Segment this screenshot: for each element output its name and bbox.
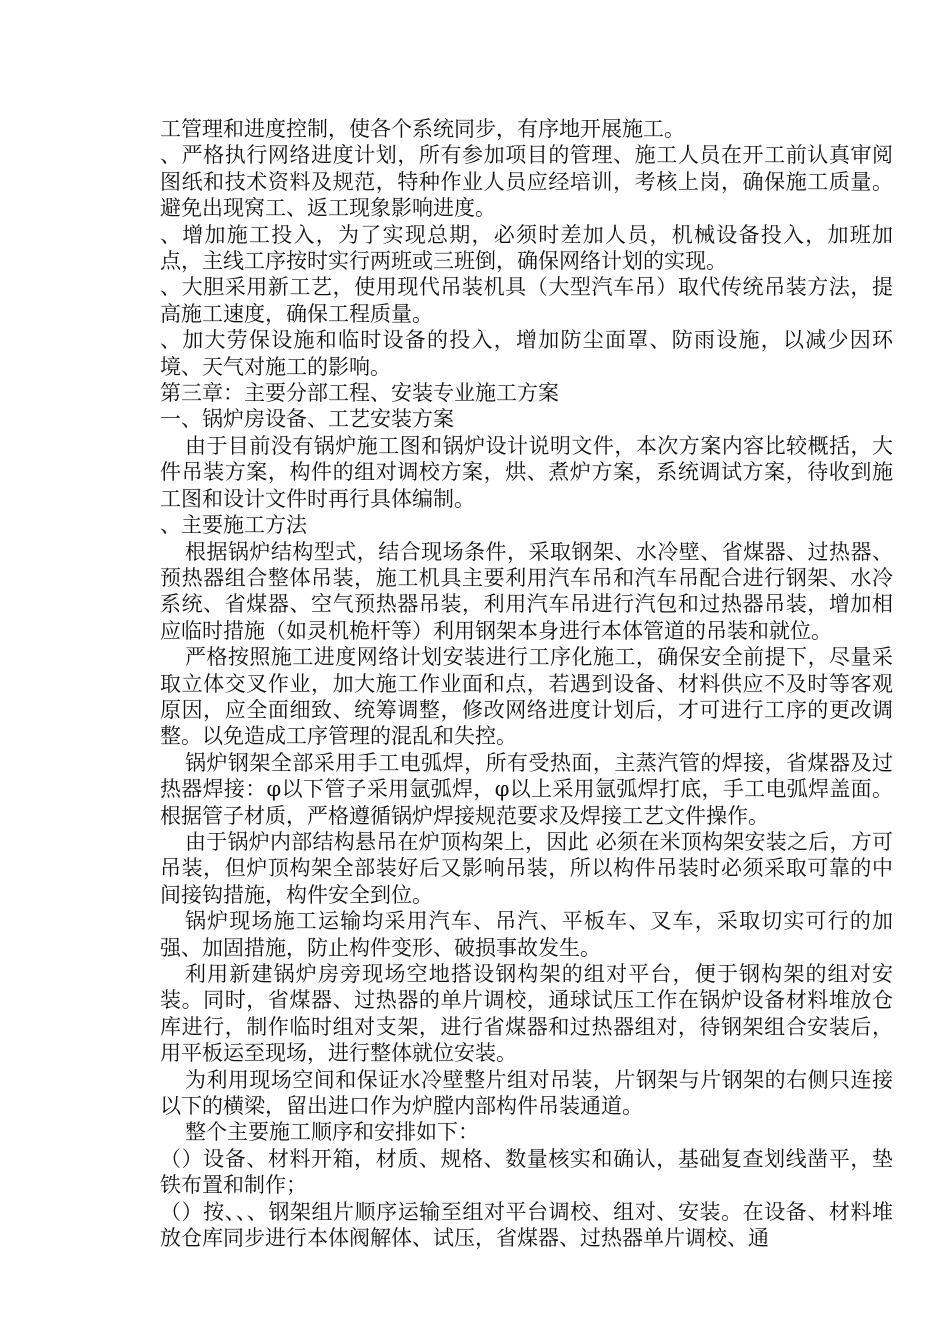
section-heading: 一、锅炉房设备、工艺安装方案 bbox=[160, 407, 454, 432]
paragraph-2: 、严格执行网络进度计划，所有参加项目的管理、施工人员在开工前认真审阅图纸和技术资料及规范，特种作业人员应经培训，考核上岗，确保施工质量。避免出现窝工、返工现象影响进度。 bbox=[160, 143, 893, 221]
paragraph-method-2: 严格按照施工进度网络计划安装进行工序化施工，确保安全前提下，尽量采取立体交叉作业，加大施工作业面和点，若遇到设备、材料供应不及时等客观原因，应全面细致、统筹调整，修改网络进度计划后，才可进行工序的更改调整。以免造成工序管理的混乱和失控。 bbox=[160, 645, 893, 749]
list-item-2: （）按、、、钢架组片顺序运输至组对平台调校、组对、安装。在设备、材料堆放仓库同步进行本体阀解体、试压，省煤器、过热器单片调校、通 bbox=[160, 1199, 893, 1251]
document-body bbox=[160, 116, 893, 1251]
paragraph-sequence-intro: 整个主要施工顺序和安排如下： bbox=[185, 1120, 479, 1145]
paragraph-method-4: 由于锅炉内部结构悬吊在炉顶构架上，因此 必须在米顶构架安装之后，方可吊装，但炉顶构架全部装好后又影响吊装，所以构件吊装时必须采取可靠的中间接钩措施，构件安全到位。 bbox=[160, 829, 893, 907]
paragraph-method-5: 锅炉现场施工运输均采用汽车、吊汽、平板车、叉车，采取切实可行的加强、加固措施，防止构件变形、破损事故发生。 bbox=[160, 909, 893, 960]
subsection-heading: 、主要施工方法 bbox=[160, 513, 307, 538]
list-item-1: （）设备、材料开箱，材质、规格、数量核实和确认，基础复查划线凿平，垫铁布置和制作； bbox=[160, 1146, 893, 1198]
paragraph-method-1: 根据锅炉结构型式，结合现场条件，采取钢架、水冷壁、省煤器、过热器、预热器组合整体吊装，施工机具主要利用汽车吊和汽车吊配合进行钢架、水冷系统、省煤器、空气预热器吊装，利用汽车吊进行汽包和过热器吊装，增加相应临时措施（如灵机桅杆等）利用钢架本身进行本体管道的吊装和就位。 bbox=[160, 539, 893, 643]
chapter-heading: 第三章：主要分部工程、安装专业施工方案 bbox=[160, 381, 559, 406]
paragraph-intro: 由于目前没有锅炉施工图和锅炉设计说明文件，本次方案内容比较概括，大件吊装方案，构件的组对调校方案，烘、煮炉方案，系统调试方案，待收到施工图和设计文件时再行具体编制。 bbox=[160, 433, 893, 511]
paragraph-method-7: 为利用现场空间和保证水冷壁整片组对吊装，片钢架与片钢架的右侧只连接以下的横梁，留出进口作为炉膛内部构件吊装通道。 bbox=[160, 1067, 893, 1119]
paragraph-3: 、增加施工投入，为了实现总期，必须时差加人员，机械设备投入，加班加点，主线工序按时实行两班或三班倒，确保网络计划的实现。 bbox=[160, 222, 893, 274]
paragraph-method-6: 利用新建锅炉房旁现场空地搭设钢构架的组对平台，便于钢构架的组对安装。同时，省煤器、过热器的单片调校，通球试压工作在锅炉设备材料堆放仓库进行，制作临时组对支架，进行省煤器和过热器组对，待钢架组合安装后，用平板运至现场，进行整体就位安装。 bbox=[160, 962, 893, 1066]
paragraph-5: 、加大劳保设施和临时设备的投入，增加防尘面罩、防雨设施，以减少因环境、天气对施工的影响。 bbox=[160, 328, 893, 379]
paragraph-method-3: 锅炉钢架全部采用手工电弧焊，所有受热面，主蒸汽管的焊接，省煤器及过热器焊接：φ以下管子采用氩弧焊，φ以上采用氩弧焊打底，手工电弧焊盖面。根据管子材质，严格遵循锅炉焊接规范要求及焊接工艺文件操作。 bbox=[160, 750, 893, 828]
paragraph-4: 、大胆采用新工艺，使用现代吊装机具（大型汽车吊）取代传统吊装方法，提高施工速度，确保工程质量。 bbox=[160, 275, 893, 326]
paragraph-1: 工管理和进度控制，使各个系统同步，有序地开展施工。 bbox=[160, 117, 685, 141]
